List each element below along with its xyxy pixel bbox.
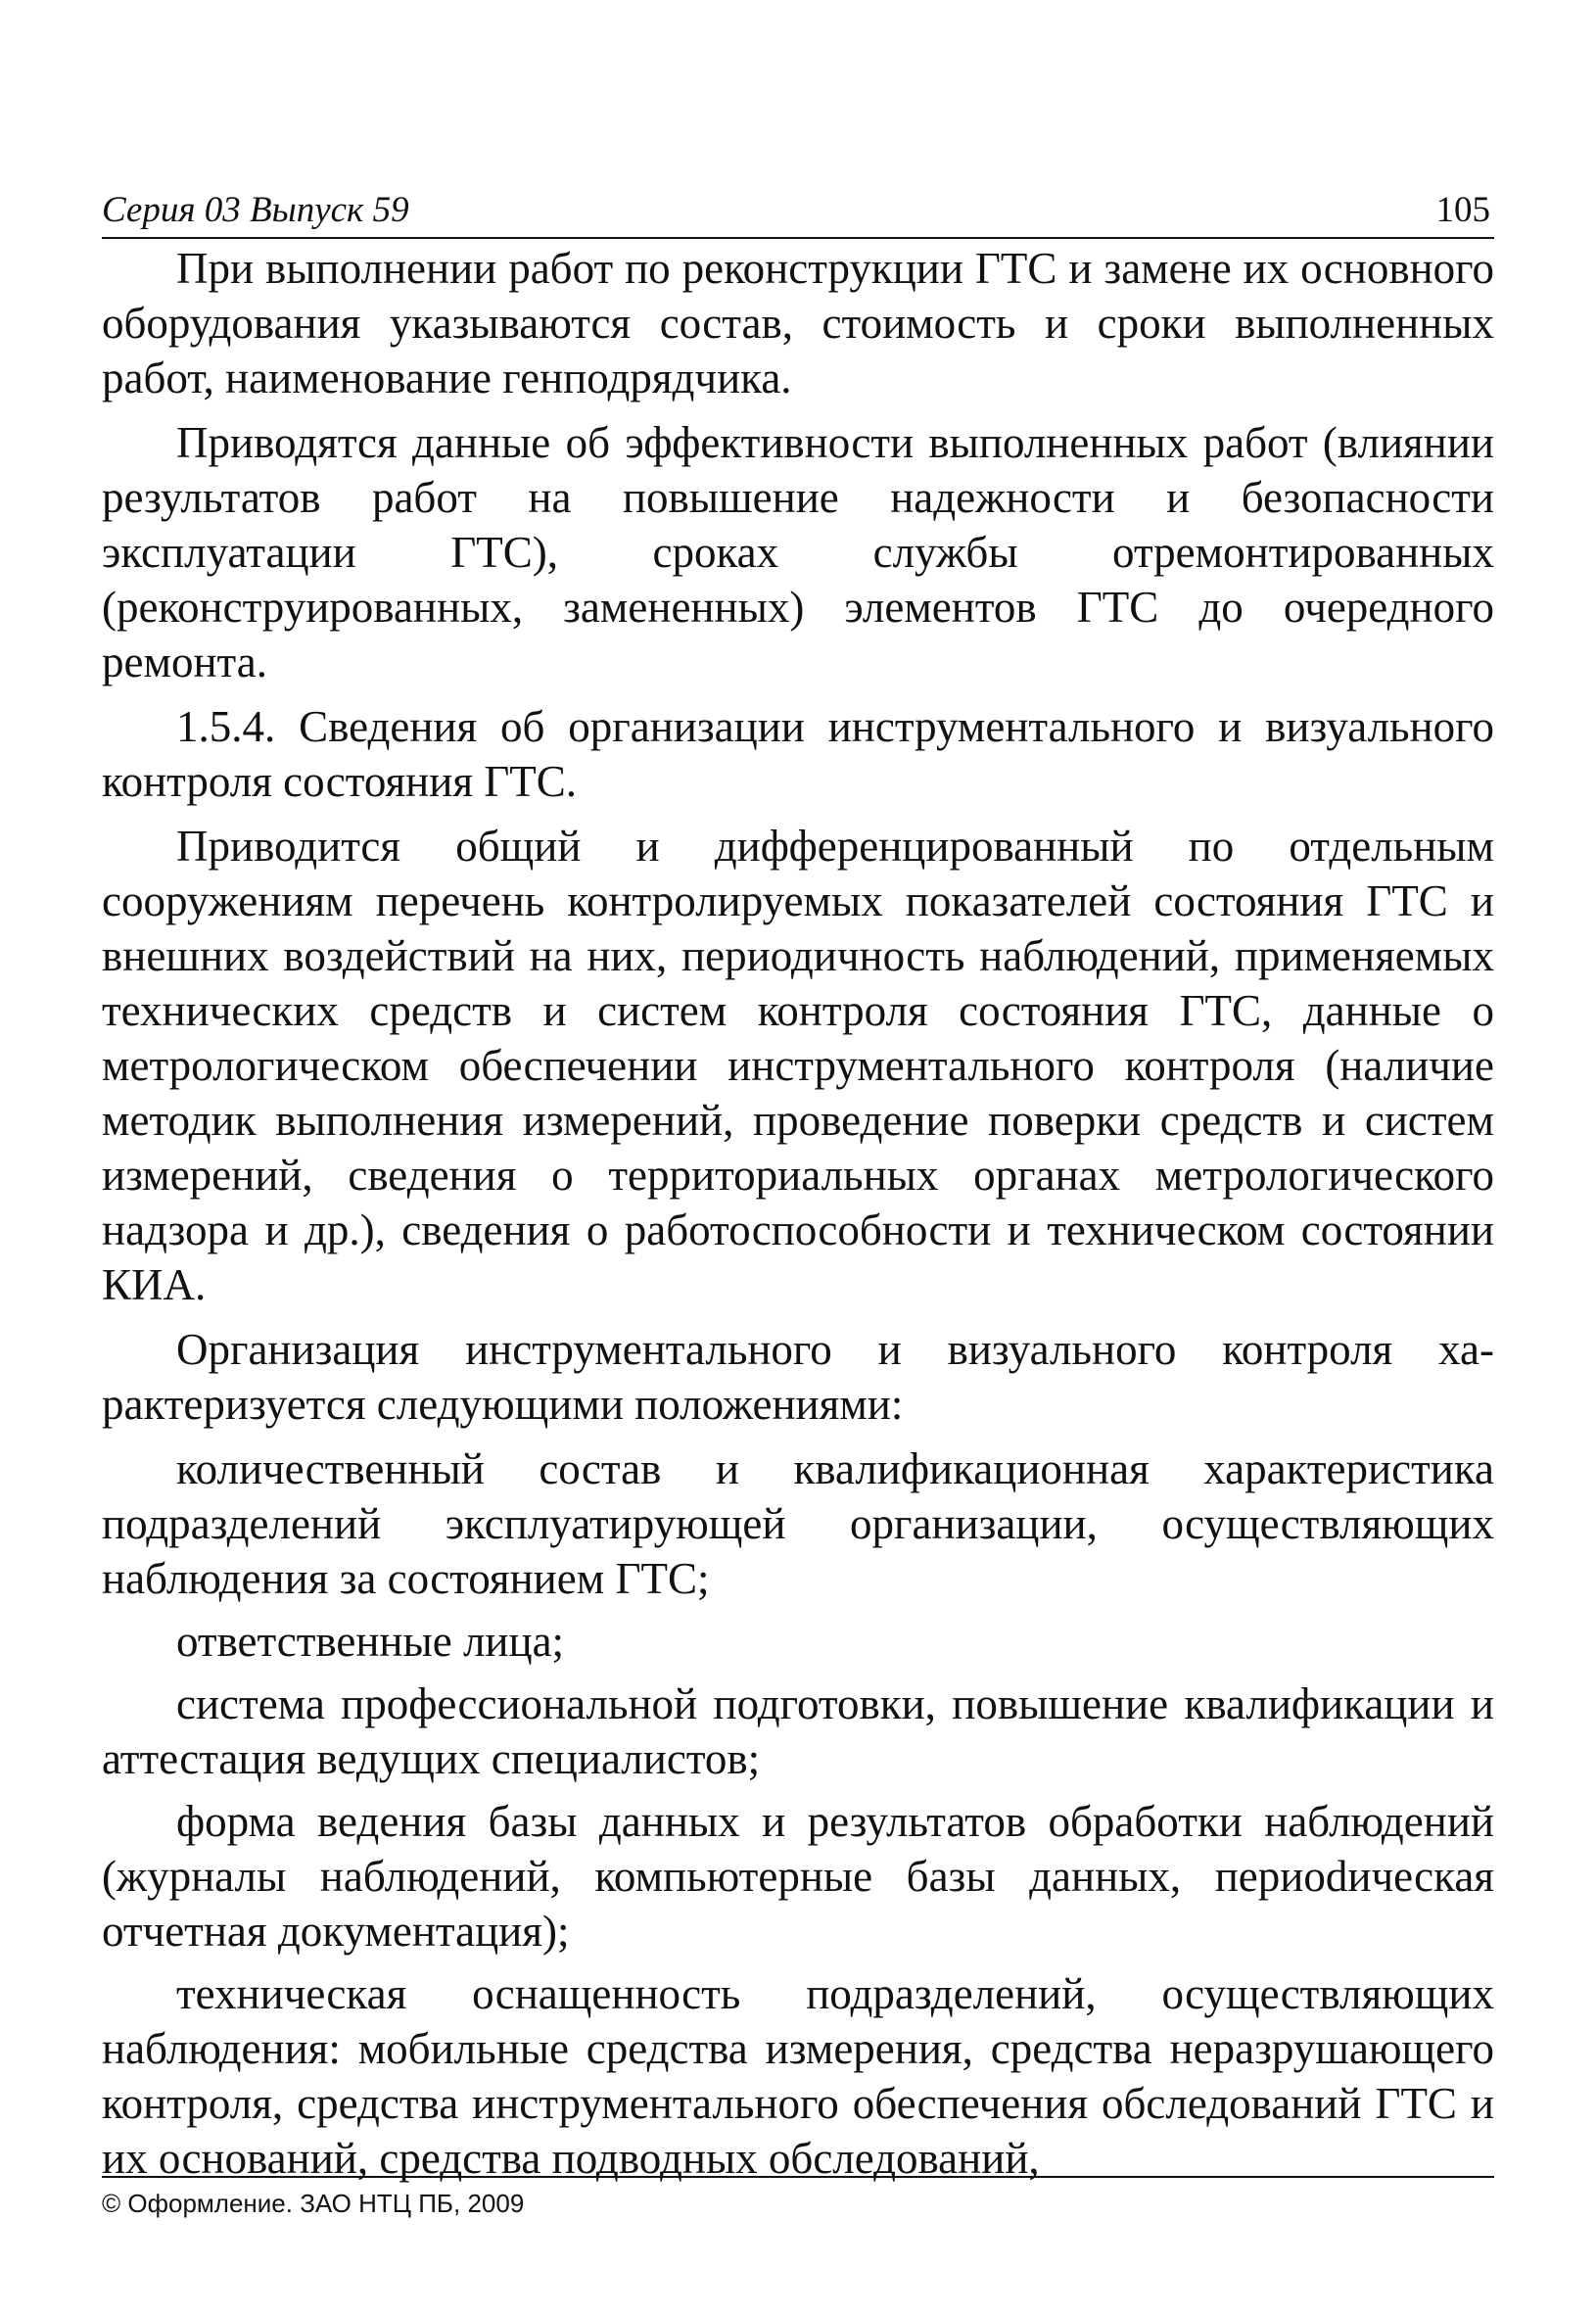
page-footer bbox=[102, 2176, 1494, 2219]
list-item: ответственные лица; bbox=[176, 1617, 565, 1666]
paragraph-reconstruction: При выполнении работ по реконструкции ГТС и замене их основного оборудования указываются состав, стоимость и сроки выполненных работ, наименование генподрядчика. bbox=[102, 244, 1494, 402]
list-item: форма ведения базы данных и результатов обработки наблюдений (журналы наблюдений, компьютерные базы данных, периоdическая отчетная документация); bbox=[102, 1797, 1494, 1956]
list-item: техническая оснащенность подразделений, осуществляющих наблюдения: мобильные средства измерения, средства неразрушающего контроля, средства инструментального обеспечения обследований ГТС и их оснований, средства подводных обследований, bbox=[102, 1969, 1494, 2183]
list-item: количественный состав и квалификационная характеристика подразделений эксплуатирующей организации, осуществляющих наблюдения за состоянием ГТС; bbox=[102, 1444, 1494, 1603]
running-header bbox=[102, 186, 1494, 239]
page-number: 105 bbox=[1435, 190, 1490, 230]
document-page bbox=[102, 186, 1494, 2194]
copyright-notice: © Оформление. ЗАО НТЦ ПБ, 2009 bbox=[102, 2189, 525, 2218]
paragraph-control-list: Приводится общий и дифференцированный по отдельным сооружениям перечень контролируемых показателей состояния ГТС и внешних воздействий на них, периодичность наблюдений, применяемых технических средств и систем контроля состояния ГТС, данные о метрологическом обеспечении инструментального контроля (наличие методик выполнения измерений, проведение поверки средств и систем измерений, сведения о территориальных органах метрологического надзора и др.), сведения о работоспособности и техническом состоянии КИА. bbox=[102, 822, 1494, 1309]
body-text bbox=[102, 241, 1494, 2186]
paragraph-efficiency: Приводятся данные об эффективности выполненных работ (влиянии результатов работ на повышение надежности и безопасности эксплуатации ГТС), сроках службы отремонтированных (реконструированных, замененных) элементов ГТС до очередного ремонта. bbox=[102, 418, 1494, 686]
series-title: Серия 03 Выпуск 59 bbox=[102, 190, 409, 230]
list-item: система профессиональной подготовки, повышение квалификации и аттестация ведущих специалистов; bbox=[102, 1679, 1494, 1783]
section-heading-1-5-4: 1.5.4. Сведения об организации инструментального и визуального контроля состояния ГТС. bbox=[102, 702, 1494, 806]
paragraph-organization: Организация инструментального и визуального контроля характеризуется следующими положениями: bbox=[102, 1325, 1494, 1429]
